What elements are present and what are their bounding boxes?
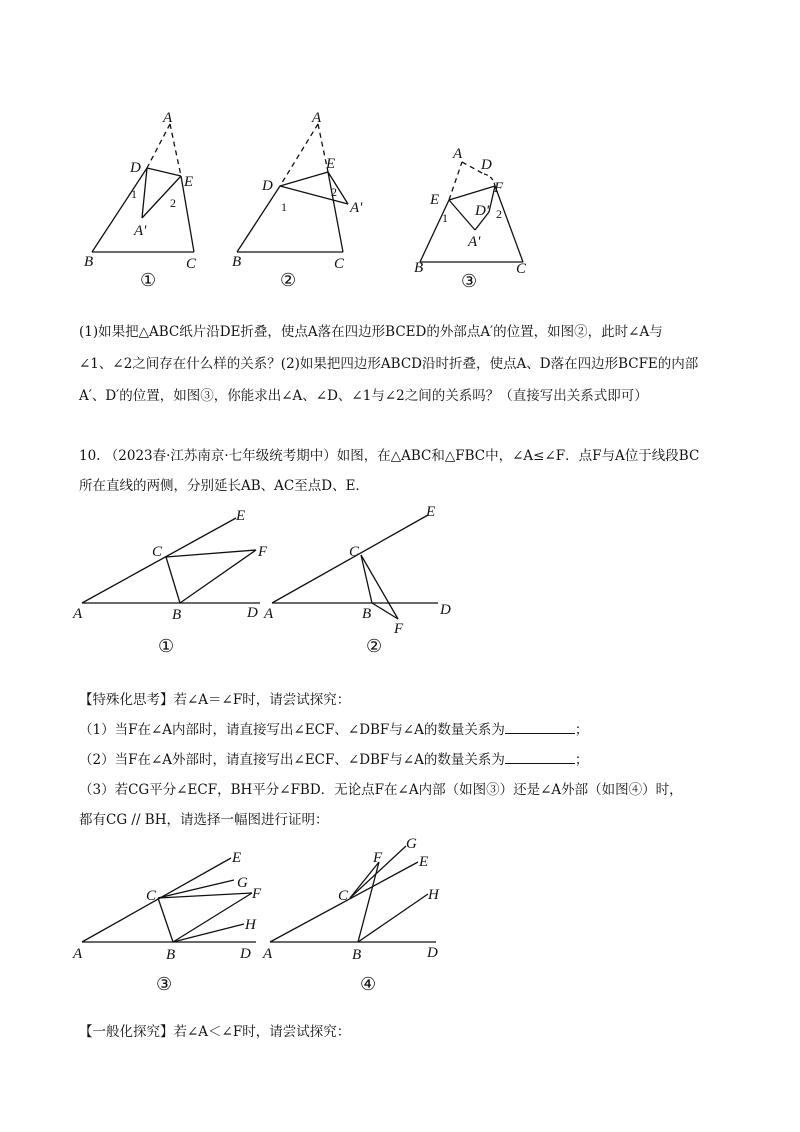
- fig3-label-B: B: [414, 260, 424, 276]
- q10-number: 10.: [79, 448, 101, 464]
- fig3-label-D: D: [481, 157, 492, 173]
- q10f1-label-C: C: [152, 544, 163, 560]
- fig2-angle-1: 1: [281, 200, 287, 214]
- q9-text-line2: ∠1、∠2之间存在什么样的关系？(2)如果把四边形ABCD沿时折叠，使点A、D落在四边形BCFE的内部: [79, 356, 699, 372]
- q10f2-caption: ②: [366, 636, 383, 656]
- q10f1-label-A: A: [73, 606, 83, 622]
- fig2-angle-2: 2: [331, 185, 337, 199]
- q10f1-label-F: F: [258, 544, 268, 560]
- special-item1-end: ；: [574, 722, 589, 738]
- q10f2-label-A: A: [264, 606, 274, 622]
- fig1-angle-2: 2: [170, 196, 176, 210]
- q10f3-label-F: F: [252, 886, 262, 902]
- fig2-caption: ②: [280, 270, 297, 290]
- q10-text2: 所在直线的两侧，分别延长AB、AC至点D、E．: [79, 478, 369, 494]
- special-item2-end: ；: [574, 752, 589, 768]
- fig3-label-A-prime: A': [468, 234, 481, 250]
- q10f1-label-E: E: [236, 508, 246, 524]
- q10f1-label-B: B: [172, 607, 182, 623]
- q10f3-label-E: E: [232, 850, 242, 866]
- fig1-label-A-prime: A': [134, 223, 147, 239]
- fig1-angle-1: 1: [131, 187, 137, 201]
- q9-text-line3: A′、D′的位置，如图③，你能求出∠A、∠D、∠1与∠2之间的关系吗？（直接写出关系式即可）: [79, 388, 648, 404]
- fig2-label-D: D: [262, 178, 273, 194]
- fig2-label-B: B: [232, 254, 242, 270]
- general-heading: 【一般化探究】若∠A＜∠F时，请尝试探究：: [79, 1024, 351, 1040]
- q10f4-label-F: F: [373, 850, 383, 866]
- special-item2-text: （2）当F在∠A外部时，请直接写出∠ECF、∠DBF与∠A的数量关系为: [79, 752, 505, 768]
- fig2-label-A-prime: A': [350, 200, 363, 216]
- q10f3-label-G: G: [237, 875, 248, 891]
- fig3-caption: ③: [461, 271, 478, 291]
- q10f3-label-A: A: [73, 946, 83, 962]
- q10f2-label-B: B: [362, 606, 372, 622]
- q10f2-label-C: C: [349, 544, 360, 560]
- q10f4-label-A: A: [263, 946, 273, 962]
- q10-source: （2023春·江苏南京·七年级统考期中）: [104, 448, 337, 464]
- fig1-label-E: E: [184, 174, 194, 190]
- fig1-caption: ①: [140, 270, 157, 290]
- fig1-label-D: D: [130, 160, 141, 176]
- q10f1-label-D: D: [247, 605, 258, 621]
- q10f4-label-G: G: [406, 836, 417, 852]
- special-item1-text: （1）当F在∠A内部时，请直接写出∠ECF、∠DBF与∠A的数量关系为: [79, 722, 505, 738]
- special-item3b: 都有CG // BH，请选择一幅图进行证明：: [79, 812, 329, 828]
- fig3-angle-1: 1: [442, 211, 448, 225]
- fig3-label-E: E: [430, 192, 440, 208]
- special-item3a: （3）若CG平分∠ECF，BH平分∠FBD．无论点F在∠A内部（如图③）还是∠A外部（如图④）时，: [79, 782, 683, 798]
- fig1-label-B: B: [84, 254, 94, 270]
- q10f3-label-D: D: [240, 946, 251, 962]
- q10f2-label-F: F: [394, 621, 404, 637]
- q10f4-label-E: E: [419, 854, 429, 870]
- q10f3-label-H: H: [245, 917, 256, 933]
- q10f4-caption: ④: [360, 974, 377, 994]
- fig1-label-A: A: [163, 110, 173, 126]
- fig3-label-A: A: [453, 146, 463, 162]
- q10-text1: 如图，在△ABC和△FBC中，∠A≤∠F．点F与A位于线段BC: [336, 448, 700, 464]
- fig1-label-C: C: [186, 256, 197, 272]
- q10f1-caption: ①: [158, 636, 175, 656]
- fig3-label-C: C: [516, 261, 527, 277]
- q10f3-caption: ③: [156, 974, 173, 994]
- q10-figure-4: [270, 846, 436, 942]
- q10f4-label-C: C: [338, 888, 349, 904]
- q10f3-label-C: C: [146, 888, 157, 904]
- fig3-label-D-prime: D': [475, 203, 490, 219]
- fig2-label-C: C: [334, 256, 345, 272]
- q10f2-label-D: D: [440, 602, 451, 618]
- q10-figure-3: [82, 858, 256, 942]
- fig2-label-E: E: [326, 156, 336, 172]
- q10f4-label-D: D: [427, 945, 438, 961]
- fig2-label-A: A: [312, 110, 322, 126]
- fig3-angle-2: 2: [496, 207, 502, 221]
- fig3-label-F: F: [494, 180, 504, 196]
- special-heading: 【特殊化思考】若∠A＝∠F时，请尝试探究：: [79, 692, 351, 708]
- q10f3-label-B: B: [166, 947, 176, 963]
- q9-text-line1: (1)如果把△ABC纸片沿DE折叠，使点A落在四边形BCED的外部点A′的位置，如图②，此时∠A与: [79, 324, 663, 340]
- q10f4-label-H: H: [428, 887, 439, 903]
- q10f2-label-E: E: [426, 504, 436, 520]
- q10f4-label-B: B: [352, 947, 362, 963]
